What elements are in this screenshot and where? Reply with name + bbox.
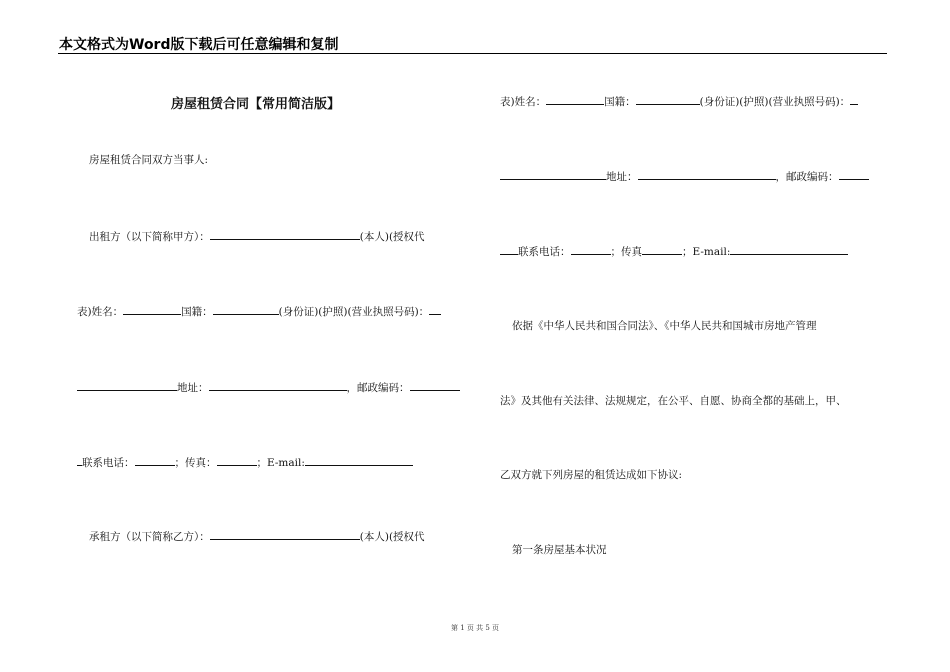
nationality-blank (636, 94, 700, 105)
basis-line-1: 依据《中华人民共和国合同法》、《中华人民共和国城市房地产管理 (512, 320, 817, 332)
address-label: 地址： (177, 382, 209, 394)
basis-line-2: 法》及其他有关法律、法规规定，在公平、自愿、协商全都的基础上，甲、 (500, 395, 847, 407)
fax-blank (642, 244, 682, 255)
email-label: ；E-mail: (682, 246, 731, 258)
fax-label: ；传真 (610, 246, 642, 258)
postcode-blank (839, 169, 869, 180)
contact-prefix-blank (500, 244, 518, 255)
name-label: 表)姓名： (77, 306, 124, 318)
lessee-name-line (500, 94, 858, 109)
name-blank (123, 304, 181, 315)
address-blank (638, 169, 776, 180)
id-label: (身份证)(护照)(营业执照号码)： (699, 96, 851, 108)
parties-intro: 房屋租赁合同双方当事人: (89, 154, 209, 166)
id-blank (850, 94, 858, 105)
postcode-label: ，邮政编码： (346, 382, 410, 394)
lessor-address-line (77, 380, 460, 395)
phone-label: 联系电话： (82, 457, 135, 469)
basis-line-3: 乙双方就下列房屋的租赁达成如下协议: (500, 469, 683, 481)
fax-label: ；传真： (174, 457, 217, 469)
fax-blank (217, 455, 257, 466)
id-label: (身份证)(护照)(营业执照号码)： (278, 306, 430, 318)
email-label: ；E-mail: (256, 457, 305, 469)
article-1-title: 第一条房屋基本状况 (512, 544, 607, 556)
postcode-label: ，邮政编码： (775, 171, 839, 183)
id-blank (429, 304, 441, 315)
page-number: 第 1 页 共 5 页 (450, 624, 500, 632)
phone-blank (571, 244, 611, 255)
document-title: 房屋租赁合同【常用简洁版】 (171, 97, 341, 112)
phone-blank (135, 455, 175, 466)
lessor-blank (210, 229, 360, 240)
address-blank (209, 380, 347, 391)
lessee-contact-line (500, 244, 848, 259)
lessor-contact-line (77, 455, 413, 470)
header-divider (58, 53, 887, 54)
name-label: 表)姓名： (500, 96, 547, 108)
header-title: 本文格式为Word版下载后可任意编辑和复制 (59, 37, 339, 53)
lessor-self-suffix: (本人)(授权代 (359, 231, 425, 243)
address-prefix-blank (500, 169, 606, 180)
lessee-label: 承租方（以下简称乙方）： (89, 531, 210, 543)
lessor-name-line (77, 304, 441, 319)
nationality-label: 国籍： (604, 96, 636, 108)
lessee-blank (210, 529, 360, 540)
address-label: 地址： (606, 171, 638, 183)
lessee-address-line (500, 169, 869, 184)
lessee-self-suffix: (本人)(授权代 (359, 531, 425, 543)
postcode-blank (410, 380, 460, 391)
name-blank (546, 94, 604, 105)
phone-label: 联系电话： (518, 246, 571, 258)
email-blank (730, 244, 848, 255)
lessee-line (89, 529, 425, 544)
lessor-label: 出租方（以下简称甲方）： (89, 231, 210, 243)
nationality-label: 国籍： (181, 306, 213, 318)
nationality-blank (213, 304, 279, 315)
email-blank (305, 455, 413, 466)
lessor-line (89, 229, 425, 244)
address-prefix-blank (77, 380, 177, 391)
